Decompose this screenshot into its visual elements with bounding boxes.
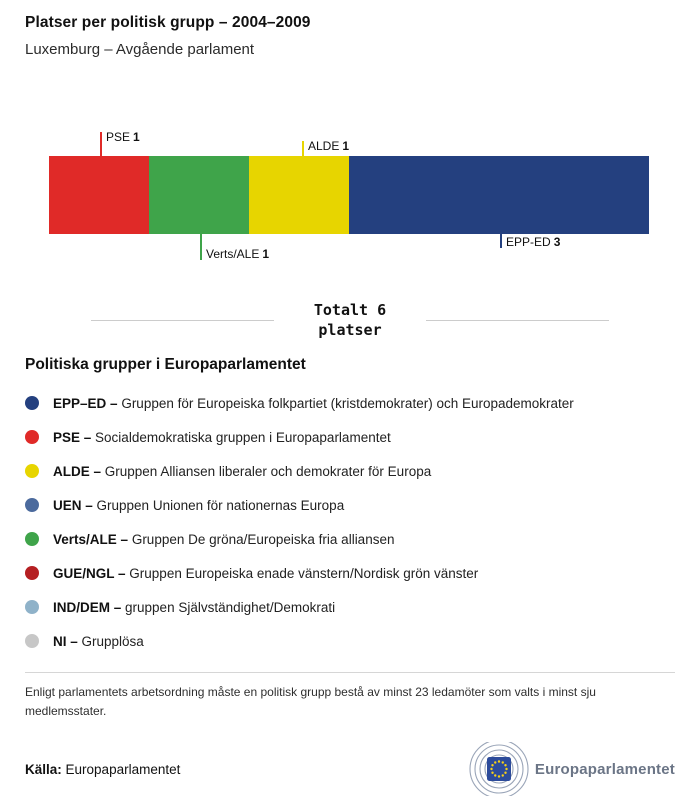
total-seats-line1: Totalt 6 bbox=[313, 301, 387, 319]
total-seats-line2: platser bbox=[318, 321, 382, 339]
callout-line-verts-ale bbox=[200, 234, 202, 260]
legend-color-dot bbox=[25, 396, 39, 410]
total-seats-label bbox=[274, 300, 426, 340]
callout-label-pse bbox=[106, 130, 140, 144]
legend-color-dot bbox=[25, 430, 39, 444]
legend-item-uen bbox=[25, 488, 675, 522]
page-title: Platser per politisk grupp – 2004–2009 bbox=[25, 14, 311, 31]
callout-seat-count: 1 bbox=[133, 130, 140, 144]
callout-seat-count: 1 bbox=[262, 247, 270, 261]
source-label: Källa: bbox=[25, 761, 62, 777]
legend-group-abbr: EPP–ED – bbox=[53, 395, 118, 411]
legend-group-name: Gruppen för Europeiska folkpartiet (kristdemokrater) och Europademokrater bbox=[121, 395, 574, 411]
footnote: Enligt parlamentets arbetsordning måste en politisk grupp bestå av minst 23 ledamöter som valts i minst sju medlemsstater. bbox=[25, 685, 596, 718]
european-parliament-brand bbox=[457, 742, 675, 796]
european-parliament-logo-icon bbox=[457, 742, 531, 796]
stacked-seat-bar bbox=[49, 156, 649, 234]
legend-color-dot bbox=[25, 498, 39, 512]
legend-item-verts-ale bbox=[25, 522, 675, 556]
callout-line-epp-ed bbox=[500, 234, 502, 248]
legend-item-ni bbox=[25, 624, 675, 658]
legend-group-name: Gruppen Europeiska enade vänstern/Nordisk grön vänster bbox=[129, 565, 479, 581]
total-seats-row bbox=[91, 300, 609, 340]
legend-group-abbr: Verts/ALE – bbox=[53, 531, 129, 547]
legend-list bbox=[25, 386, 675, 658]
source-line bbox=[25, 762, 180, 777]
legend-color-dot bbox=[25, 464, 39, 478]
legend-group-abbr: PSE – bbox=[53, 429, 92, 445]
divider-line-left bbox=[91, 320, 274, 321]
source-value: Europaparlamentet bbox=[65, 761, 181, 777]
legend-color-dot bbox=[25, 532, 39, 546]
callout-line-alde bbox=[302, 141, 304, 156]
callout-seat-count: 3 bbox=[553, 235, 561, 249]
legend-item-gue-ngl bbox=[25, 556, 675, 590]
divider-line-right bbox=[426, 320, 609, 321]
callout-label-verts-ale bbox=[206, 247, 269, 261]
section-divider bbox=[25, 672, 675, 673]
seats-bar-chart bbox=[0, 124, 700, 274]
callout-group-name: PSE bbox=[106, 130, 131, 144]
callout-label-alde bbox=[308, 139, 349, 153]
legend-group-abbr: GUE/NGL – bbox=[53, 565, 126, 581]
legend-item-ind-dem bbox=[25, 590, 675, 624]
legend-group-name: Grupplösa bbox=[81, 633, 144, 649]
legend-group-name: Gruppen Alliansen liberaler och demokrater för Europa bbox=[104, 463, 432, 479]
legend-color-dot bbox=[25, 566, 39, 580]
legend-group-name: gruppen Självständighet/Demokrati bbox=[125, 599, 336, 615]
callout-seat-count: 1 bbox=[342, 139, 350, 153]
legend-group-abbr: ALDE – bbox=[53, 463, 102, 479]
page-subtitle: Luxemburg – Avgående parlament bbox=[25, 41, 255, 58]
legend-item-epp-ed bbox=[25, 386, 675, 420]
callout-label-epp-ed bbox=[506, 235, 560, 249]
callout-group-name: ALDE bbox=[308, 139, 340, 153]
bar-segment-epp-ed bbox=[349, 156, 649, 234]
callout-group-name: EPP-ED bbox=[506, 235, 551, 249]
bar-segment-pse bbox=[49, 156, 149, 234]
bar-segment-verts-ale bbox=[149, 156, 249, 234]
legend-group-name: Socialdemokratiska gruppen i Europaparlamentet bbox=[95, 429, 391, 445]
legend-group-name: Gruppen Unionen för nationernas Europa bbox=[96, 497, 345, 513]
callout-line-pse bbox=[100, 132, 102, 156]
legend-group-abbr: UEN – bbox=[53, 497, 93, 513]
legend-heading: Politiska grupper i Europaparlamentet bbox=[25, 356, 306, 373]
legend-group-name: Gruppen De gröna/Europeiska fria alliansen bbox=[131, 531, 395, 547]
logo-wordmark: Europaparlamentet bbox=[534, 760, 675, 778]
legend-item-alde bbox=[25, 454, 675, 488]
footer bbox=[25, 742, 675, 796]
legend-color-dot bbox=[25, 600, 39, 614]
legend-color-dot bbox=[25, 634, 39, 648]
legend-group-abbr: IND/DEM – bbox=[53, 599, 122, 615]
callout-group-name: Verts/ALE bbox=[206, 247, 260, 261]
legend-item-pse bbox=[25, 420, 675, 454]
legend-group-abbr: NI – bbox=[53, 633, 78, 649]
bar-segment-alde bbox=[249, 156, 349, 234]
